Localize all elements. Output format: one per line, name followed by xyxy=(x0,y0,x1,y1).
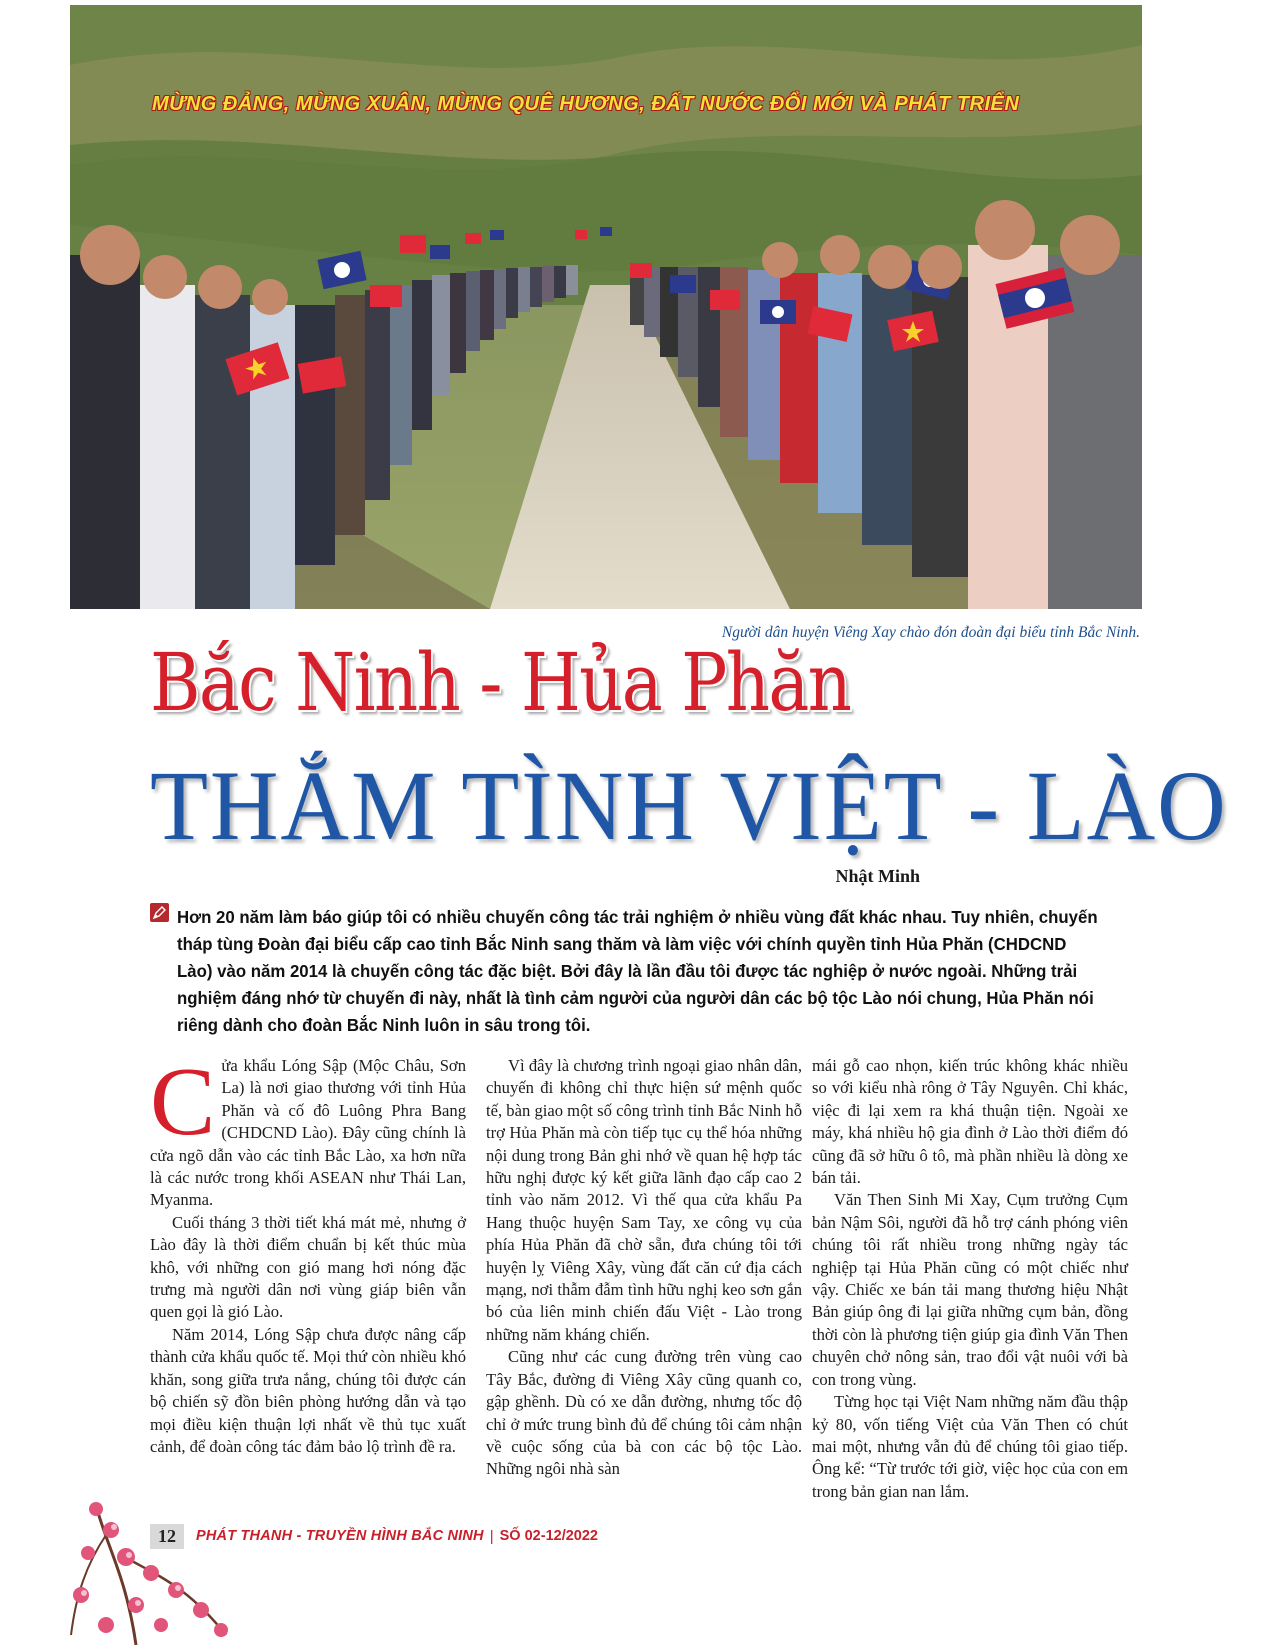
lead-text: Hơn 20 năm làm báo giúp tôi có nhiều chuyến công tác trải nghiệm ở nhiều vùng đất khác nhau. Tuy nhiên, chuyến tháp tùng Đoàn đại biểu cấp cao tỉnh Bắc Ninh sang thăm và làm việc với chính quyền tỉnh Hủa Phăn (CHDCND Lào) vào năm 2014 là chuyến công tác đặc biệt. Bởi đây là lần đầu tôi được tác nghiệp ở nước ngoài. Những trải nghiệm đáng nhớ từ chuyến đi này, nhất là tình cảm người của người dân các bộ tộc Lào nói chung, Hủa Phăn nói riêng dành cho đoàn Bắc Ninh luôn in sâu trong tôi. xyxy=(177,907,1098,1035)
headline-line-2: THẮM TÌNH VIỆT - LÀO xyxy=(150,750,1228,861)
body-paragraph: Vì đây là chương trình ngoại giao nhân dân, chuyến đi không chỉ thực hiện sứ mệnh quốc tế, bàn giao một số công trình tỉnh Bắc Ninh hỗ trợ Hủa Phăn mà còn tiếp tục cụ thể hóa những nội dung trong Bản ghi nhớ về quan hệ hợp tác hữu nghị được ký kết giữa lãnh đạo cấp cao 2 tỉnh vào năm 2012. Vì thế qua cửa khẩu Pa Hang thuộc huyện Sam Tay, xe công vụ của phía Hủa Phăn đã chờ sẵn, đưa chúng tôi tới huyện lỵ Viêng Xây, vùng đất căn cứ địa cách mạng, nơi thẫm đẫm tình hữu nghị keo sơn gắn bó của liên minh chiến đấu Việt - Lào trong những năm kháng chiến. xyxy=(486,1056,802,1344)
photo-kicker: MỪNG ĐẢNG, MỪNG XUÂN, MỪNG QUÊ HƯƠNG, ĐẤT NƯỚC ĐỔI MỚI VÀ PHÁT TRIỂN xyxy=(152,93,1020,115)
peach-blossom-decoration xyxy=(66,1495,266,1645)
lead-paragraph xyxy=(177,904,1099,1039)
body-column-1 xyxy=(150,1048,466,1458)
drop-cap: C xyxy=(150,1048,216,1156)
magazine-name: PHÁT THANH - TRUYỀN HÌNH BẮC NINH xyxy=(196,1528,484,1544)
body-paragraph: Văn Then Sinh Mi Xay, Cụm trưởng Cụm bản Nậm Sôi, người đã hỗ trợ cánh phóng viên chúng tôi rất nhiều trong những ngày tác nghiệp tại Hủa Phăn cũng có một chiếc như vậy. Chiếc xe bán tải mang thương hiệu Nhật Bản giúp ông đi lại giữa những cụm bản, đồng thời còn là phương tiện giúp gia đình Văn Then chuyên chở nông sản, trao đổi vật nuôi với bà con trong vùng. xyxy=(812,1190,1128,1389)
byline: Nhật Minh xyxy=(835,866,920,886)
body-paragraph: Cuối tháng 3 thời tiết khá mát mẻ, nhưng ở Lào đây là thời điểm chuẩn bị kết thúc mùa khô, với những con gió mang hơi nóng đặc trưng mà người dân nơi vùng giáp biên vẫn quen gọi là gió Lào. xyxy=(150,1212,466,1322)
headline-line-1: Bắc Ninh - Hủa Phăn xyxy=(150,636,851,729)
photo-caption: Người dân huyện Viêng Xay chào đón đoàn đại biểu tỉnh Bắc Ninh. xyxy=(721,624,1140,641)
page-number: 12 xyxy=(150,1524,184,1549)
body-paragraph: Từng học tại Việt Nam những năm đầu thập kỷ 80, vốn tiếng Việt của Văn Then có chút mai một, nhưng vẫn đủ để chúng tôi giao tiếp. Ông kể: “Từ trước tới giờ, việc học của con em trong bản gian nan lắm. xyxy=(812,1392,1128,1501)
pen-nib-icon xyxy=(150,903,169,922)
body-paragraph: Năm 2014, Lóng Sập chưa được nâng cấp thành cửa khẩu quốc tế. Mọi thứ còn nhiều khó khăn, song giữa trưa nắng, chúng tôi được cán bộ chiến sỹ đồn biên phòng hướng dẫn và tạo mọi điều kiện thuận lợi nhất về thủ tục xuất cảnh, để đoàn công tác đảm bảo lộ trình đề ra. xyxy=(150,1324,466,1456)
body-paragraph: mái gỗ cao nhọn, kiến trúc không khác nhiều so với kiểu nhà rông ở Tây Nguyên. Chỉ khác, việc đi lại xem ra khá thuận tiện. Ngoài xe máy, khá nhiều hộ gia đình ở Lào thời điểm đó cũng đã sở hữu ô tô, mà phần nhiều là dòng xe bán tải. xyxy=(812,1056,1128,1188)
footer-separator: | xyxy=(489,1527,494,1545)
page-footer xyxy=(150,1521,850,1551)
body-paragraph: Cũng như các cung đường trên vùng cao Tây Bắc, đường đi Viêng Xây cũng quanh co, gập ghềnh. Dù có xe dẫn đường, nhưng tốc độ chỉ ở mức trung bình đủ để chúng tôi cảm nhận về cuộc sống của bà con các bộ tộc Lào. Những ngôi nhà sàn xyxy=(486,1347,802,1479)
body-column-3 xyxy=(812,1055,1128,1503)
issue-number: SỐ 02-12/2022 xyxy=(499,1528,598,1544)
body-paragraph: Cửa khẩu Lóng Sập (Mộc Châu, Sơn La) là nơi giao thương với tỉnh Hủa Phăn và cố đô Luông Phra Bang (CHDCND Lào). Đây cũng chính là cửa ngõ dẫn vào các tỉnh Bắc Lào, xa hơn nữa là các nước trong khối ASEAN như Thái Lan, Myanma. xyxy=(150,1048,466,1210)
body-column-2 xyxy=(486,1055,802,1481)
